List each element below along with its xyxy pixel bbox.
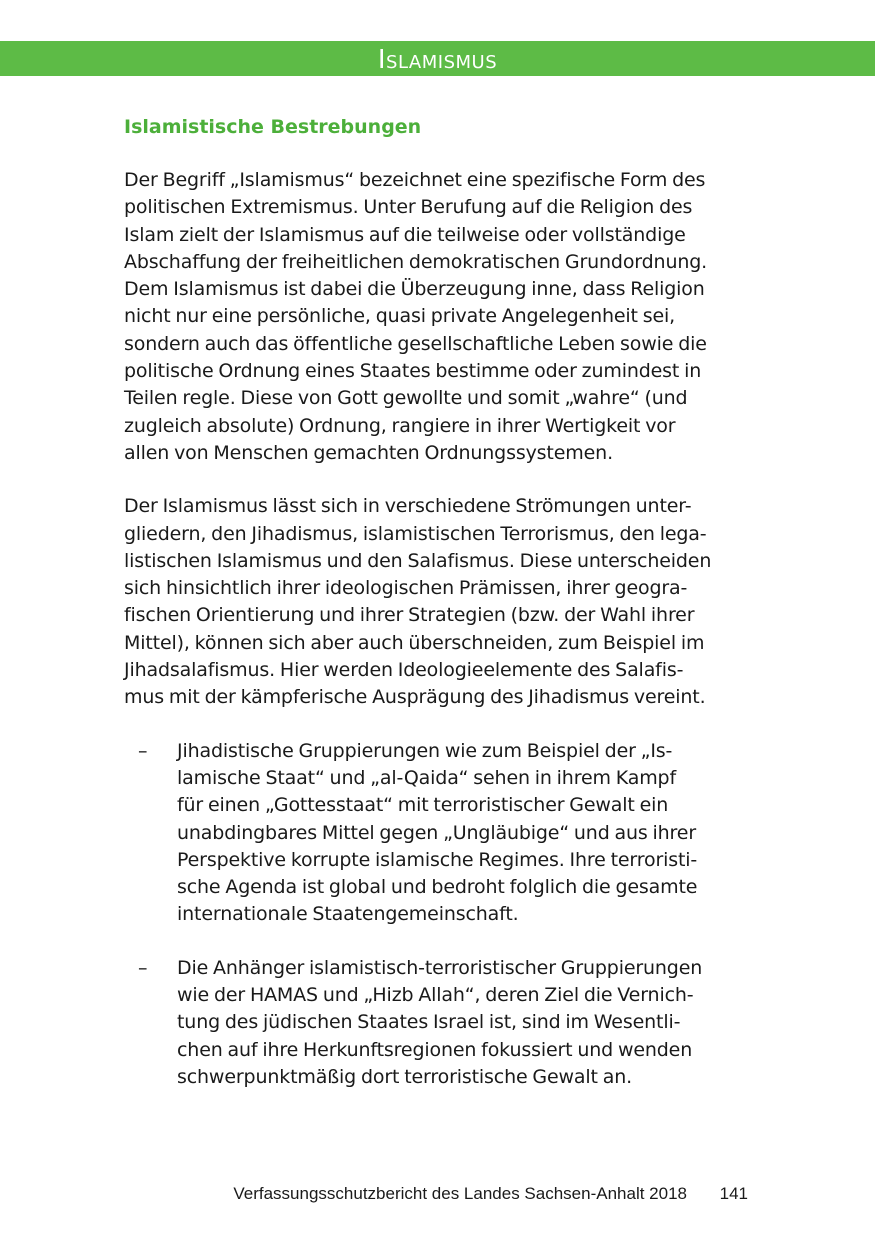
text-line: sche Agenda ist global und bedroht folglich die gesamte [177,876,698,899]
text-line: Mittel), können sich aber auch überschneiden, zum Beispiel im [124,631,705,654]
page-number: 141 [719,1184,748,1203]
bullet-text [177,738,754,929]
text-line: listischen Islamismus und den Salafismus. Diese unterscheiden [124,549,712,572]
bullet-text [177,955,754,1091]
text-line: schwerpunktmäßig dort terroristische Gewalt an. [177,1065,633,1088]
text-line: Islam zielt der Islamismus auf die teilweise oder vollständige [124,223,686,246]
paragraph-currents [124,493,754,711]
section-heading: Islamistische Bestrebungen [124,116,422,138]
text-line: tung des jüdischen Staates Israel ist, sind im Wesentli- [177,1011,681,1034]
text-line: Der Begriff „Islamismus“ bezeichnet eine spezifische Form des [124,169,706,191]
text-line: Dem Islamismus ist dabei die Überzeugung inne, dass Religion [124,278,705,301]
text-line: zugleich absolute) Ordnung, rangiere in ihrer Wertigkeit vor [124,414,676,437]
text-line: Teilen regle. Diese von Gott gewollte und somit „wahre“ (und [124,387,688,410]
text-line: wie der HAMAS und „Hizb Allah“, deren Ziel die Vernich- [177,984,694,1007]
paragraph-definition [124,167,754,467]
text-line: sich hinsichtlich ihrer ideologischen Prämissen, ihrer geogra- [124,577,688,600]
chapter-header-bar [0,41,875,76]
text-line: Der Islamismus lässt sich in verschiedene Strömungen unter- [124,495,692,518]
dash-icon: – [138,739,148,762]
text-line: Jihadsalafismus. Hier werden Ideologieelemente des Salafis- [124,659,684,682]
dash-icon: – [138,956,148,979]
text-line: politische Ordnung eines Staates bestimme oder zumindest in [124,360,702,383]
text-line: mus mit der kämpferische Ausprägung des Jihadismus vereint. [124,686,706,709]
text-line: nicht nur eine persönliche, quasi private Angelegenheit sei, [124,305,676,328]
text-line: internationale Staatengemeinschaft. [177,903,519,926]
text-line: Abschaffung der freiheitlichen demokratischen Grundordnung. [124,250,708,273]
text-line: Jihadistische Gruppierungen wie zum Beispiel der „Is- [177,739,673,762]
text-line: lamische Staat“ und „al-Qaida“ sehen in ihrem Kampf [177,766,677,789]
bullet-list [124,738,754,1092]
page-footer [0,1182,875,1206]
text-line: chen auf ihre Herkunftsregionen fokussiert und wenden [177,1038,693,1061]
text-line: allen von Menschen gemachten Ordnungssystemen. [124,441,613,464]
text-line: politischen Extremismus. Unter Berufung auf die Religion des [124,196,693,219]
text-line: unabdingbares Mittel gegen „Ungläubige“ und aus ihrer [177,821,696,844]
text-line: für einen „Gottesstaat“ mit terroristischer Gewalt ein [177,794,669,817]
text-line: sondern auch das öffentliche gesellschaftliche Leben sowie die [124,332,707,355]
text-line: gliedern, den Jihadismus, islamistischen Terrorismus, den lega- [124,522,707,545]
bullet-item-jihadist-groups [124,738,754,929]
footer-publication-title: Verfassungsschutzbericht des Landes Sachsen-Anhalt 2018 [233,1184,687,1203]
bullet-item-terrorist-groups [124,955,754,1091]
text-line: Perspektive korrupte islamische Regimes. Ihre terroristi- [177,848,698,871]
chapter-title: Islamismus [377,45,498,75]
text-line: Die Anhänger islamistisch-terroristischer Gruppierungen [177,956,703,979]
text-line: fischen Orientierung und ihrer Strategien (bzw. der Wahl ihrer [124,604,695,627]
page-content [124,111,754,1117]
